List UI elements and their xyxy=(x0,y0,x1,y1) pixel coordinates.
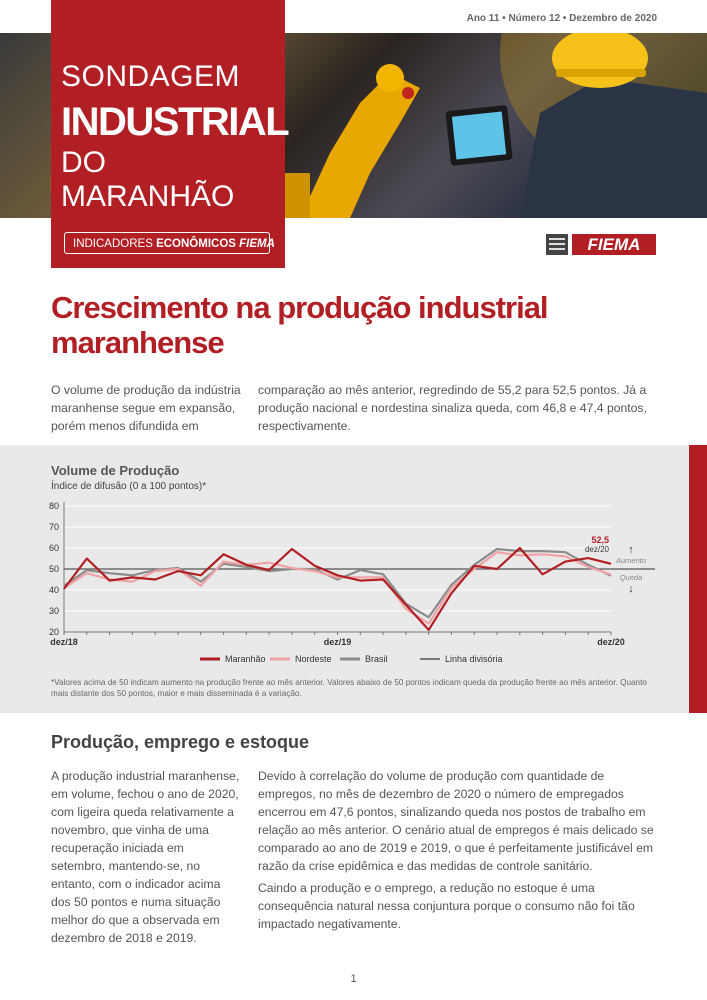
legend-label: Linha divisória xyxy=(445,654,503,664)
y-tick-label: 40 xyxy=(48,585,59,595)
body-right-paragraph-2: Caindo a produção e o emprego, a redução no estoque é uma consequência natural nessa conjuntura porque o consumo não foi tão impactado negativamente. xyxy=(258,881,635,931)
chart-title: Volume de Produção xyxy=(51,463,180,478)
y-tick-label: 20 xyxy=(48,627,59,637)
section-title: Produção, emprego e estoque xyxy=(51,732,310,752)
body-right-paragraph-1: Devido à correlação do volume de produção com quantidade de empregos, no mês de dezembro de 2020 o número de empregados encerrou em 47,6 pontos, sinalizando queda nos postos de trabalho em relação ao mês anterior. O cenário atual de empregos é mais delicado se comparado ao ano de 2019 e 2019, o que é perfeitamente justificável em razão da crise epidêmica e das medidas de controle sanitário. xyxy=(258,769,654,873)
brand-tag-part-1: INDICADORES xyxy=(73,238,157,250)
title-line-3: DO MARANHÃO xyxy=(61,146,235,213)
arrow-down-icon: ↓ xyxy=(628,583,634,595)
title-line-2: INDUSTRIAL xyxy=(61,100,289,144)
body-left: A produção industrial maranhense, em volume, fechou o ano de 2020, com ligeira queda relativamente a novembro, que vinha de uma recuperação iniciada em setembro, mantendo-se, no entanto, com o indicador acima dos 50 pontos e numa situação melhor do que a observada em dezembro de 2018 e 2019. xyxy=(51,769,240,945)
y-tick-label: 70 xyxy=(48,522,59,532)
chart-subtitle: Índice de difusão (0 a 100 pontos)* xyxy=(51,481,207,492)
annotation-date: dez/20 xyxy=(584,544,609,554)
y-tick-label: 80 xyxy=(48,501,59,511)
y-tick-label: 60 xyxy=(48,543,59,553)
legend-label: Brasil xyxy=(365,654,388,664)
x-tick-label: dez/19 xyxy=(323,637,352,647)
title-line-1: SONDAGEM xyxy=(61,60,241,93)
headline: Crescimento na produção industrial maranhense xyxy=(51,290,548,360)
chart-note: *Valores acima de 50 indicam aumento na produção frente ao mês anterior. Valores abaixo de 50 pontos indicam queda da produção frente ao mês anterior. Quanto mais distante dos 50 pontos, maior e mais disseminada é a variação. xyxy=(51,678,647,698)
arrow-up-icon: ↑ xyxy=(628,544,634,556)
fiema-logo-text: FIEMA xyxy=(572,234,656,255)
y-tick-label: 30 xyxy=(48,606,59,616)
issue-info: Ano 11 • Número 12 • Dezembro de 2020 xyxy=(466,13,657,24)
up-label: Aumento xyxy=(615,556,647,565)
x-tick-label: dez/20 xyxy=(597,637,625,647)
fiema-logo xyxy=(546,234,656,255)
series-line-maranhão xyxy=(64,548,611,630)
series-line-nordeste xyxy=(64,552,611,623)
intro-left: O volume de produção da indústria maranhense segue em expansão, porém menos difundida em xyxy=(51,383,241,433)
annotation-value: 52,5 xyxy=(591,534,609,545)
legend-label: Maranhão xyxy=(225,654,266,664)
brand-tag-part-2: ECONÔMICOS xyxy=(156,238,240,250)
x-tick-label: dez/18 xyxy=(50,637,78,647)
page-number: 1 xyxy=(350,973,357,985)
intro-right: comparação ao mês anterior, regredindo de 55,2 para 52,5 pontos. Já a produção nacional e nordestina sinaliza queda, com 46,8 e 47,4 pontos, respectivamente. xyxy=(258,383,647,433)
y-tick-label: 50 xyxy=(48,564,59,574)
title-box xyxy=(51,0,289,268)
brand-tag xyxy=(64,232,275,254)
production-line-chart xyxy=(0,445,707,677)
fiema-emblem-icon xyxy=(546,234,568,255)
legend-label: Nordeste xyxy=(295,654,332,664)
down-label: Queda xyxy=(619,573,643,582)
brand-tag-part-3: FIEMA xyxy=(239,238,275,250)
